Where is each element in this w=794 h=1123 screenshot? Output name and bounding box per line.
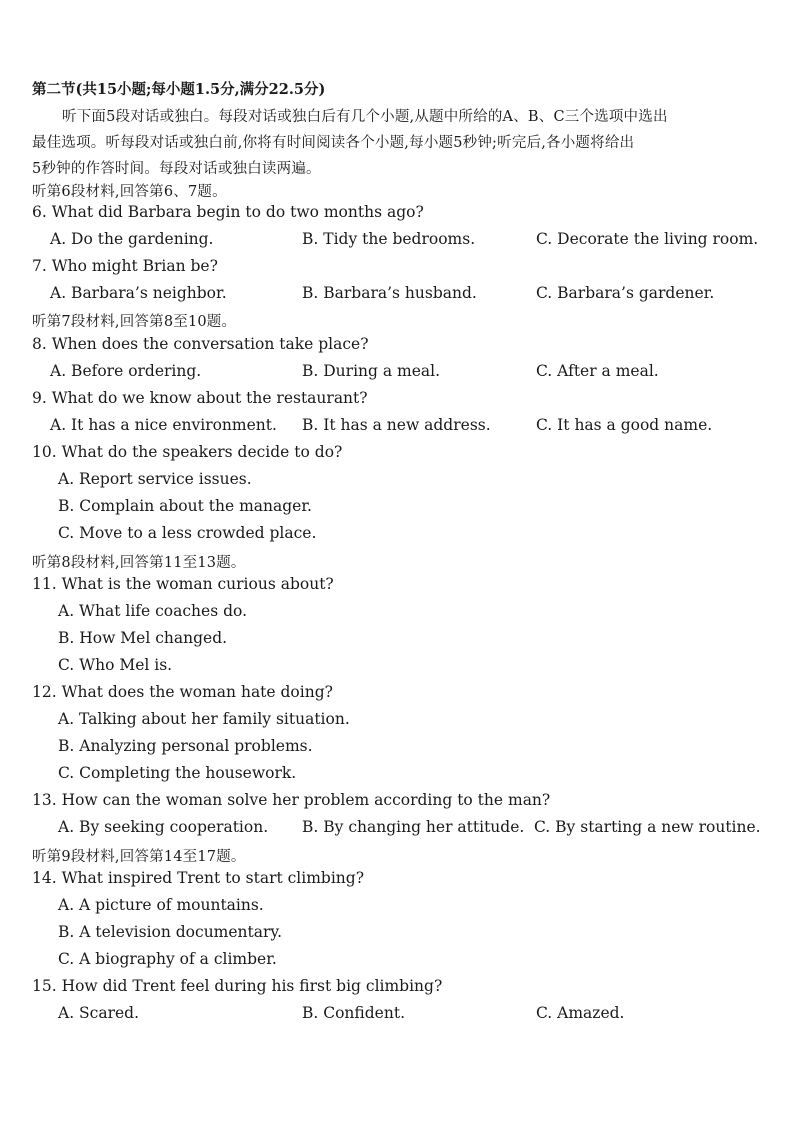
question-9-option-b: B. It has a new address. (302, 416, 491, 434)
question-8-option-a: A. Before ordering. (50, 362, 202, 380)
question-12-option-a: A. Talking about her family situation. (58, 710, 350, 728)
question-12-stem: 12. What does the woman hate doing? (32, 683, 333, 701)
question-6-option-b: B. Tidy the bedrooms. (302, 230, 476, 248)
question-15-option-c: C. Amazed. (536, 1004, 625, 1022)
question-9-stem: 9. What do we know about the restaurant? (32, 389, 368, 407)
question-6-option-a: A. Do the gardening. (50, 230, 214, 248)
question-13-option-c: C. By starting a new routine. (534, 818, 761, 836)
question-10-option-c: C. Move to a less crowded place. (58, 524, 317, 542)
instruction-line-2: 最佳选项。听每段对话或独白前,你将有时间阅读各个小题,每小题5秒钟;听完后,各小题将给出 (32, 135, 635, 151)
question-14-option-c: C. A biography of a climber. (58, 950, 277, 968)
question-12-option-c: C. Completing the housework. (58, 764, 297, 782)
question-11-option-b: B. How Mel changed. (58, 629, 228, 647)
question-13-option-a: A. By seeking cooperation. (58, 818, 269, 836)
question-9-option-c: C. It has a good name. (536, 416, 713, 434)
question-14-option-a: A. A picture of mountains. (58, 896, 264, 914)
question-11-option-a: A. What life coaches do. (58, 602, 247, 620)
question-7-option-c: C. Barbara’s gardener. (536, 284, 715, 302)
group-heading-8: 听第8段材料,回答第11至13题。 (32, 555, 246, 571)
question-6-option-c: C. Decorate the living room. (536, 230, 759, 248)
question-15-option-b: B. Confident. (302, 1004, 405, 1022)
section-title: 第二节(共15小题;每小题1.5分,满分22.5分) (32, 81, 326, 98)
question-11-stem: 11. What is the woman curious about? (32, 575, 334, 593)
question-7-stem: 7. Who might Brian be? (32, 257, 218, 275)
question-13-option-b: B. By changing her attitude. (302, 818, 525, 836)
question-10-option-a: A. Report service issues. (58, 470, 252, 488)
question-11-option-c: C. Who Mel is. (58, 656, 173, 674)
group-heading-6: 听第6段材料,回答第6、7题。 (32, 184, 227, 200)
instruction-line-3: 5秒钟的作答时间。每段对话或独白读两遍。 (32, 161, 321, 177)
question-8-option-b: B. During a meal. (302, 362, 441, 380)
question-14-option-b: B. A television documentary. (58, 923, 283, 941)
group-heading-7: 听第7段材料,回答第8至10题。 (32, 314, 237, 330)
question-15-option-a: A. Scared. (58, 1004, 140, 1022)
question-9-option-a: A. It has a nice environment. (50, 416, 277, 434)
question-15-stem: 15. How did Trent feel during his first big climbing? (32, 977, 443, 995)
question-12-option-b: B. Analyzing personal problems. (58, 737, 313, 755)
group-heading-9: 听第9段材料,回答第14至17题。 (32, 849, 246, 865)
question-10-option-b: B. Complain about the manager. (58, 497, 312, 515)
question-6-stem: 6. What did Barbara begin to do two months ago? (32, 203, 424, 221)
question-14-stem: 14. What inspired Trent to start climbing? (32, 869, 365, 887)
question-8-stem: 8. When does the conversation take place? (32, 335, 369, 353)
question-7-option-a: A. Barbara’s neighbor. (50, 284, 227, 302)
instruction-line-1: 听下面5段对话或独白。每段对话或独白后有几个小题,从题中所给的A、B、C三个选项中选出 (62, 109, 668, 125)
question-10-stem: 10. What do the speakers decide to do? (32, 443, 343, 461)
question-7-option-b: B. Barbara’s husband. (302, 284, 477, 302)
question-13-stem: 13. How can the woman solve her problem according to the man? (32, 791, 551, 809)
question-8-option-c: C. After a meal. (536, 362, 659, 380)
